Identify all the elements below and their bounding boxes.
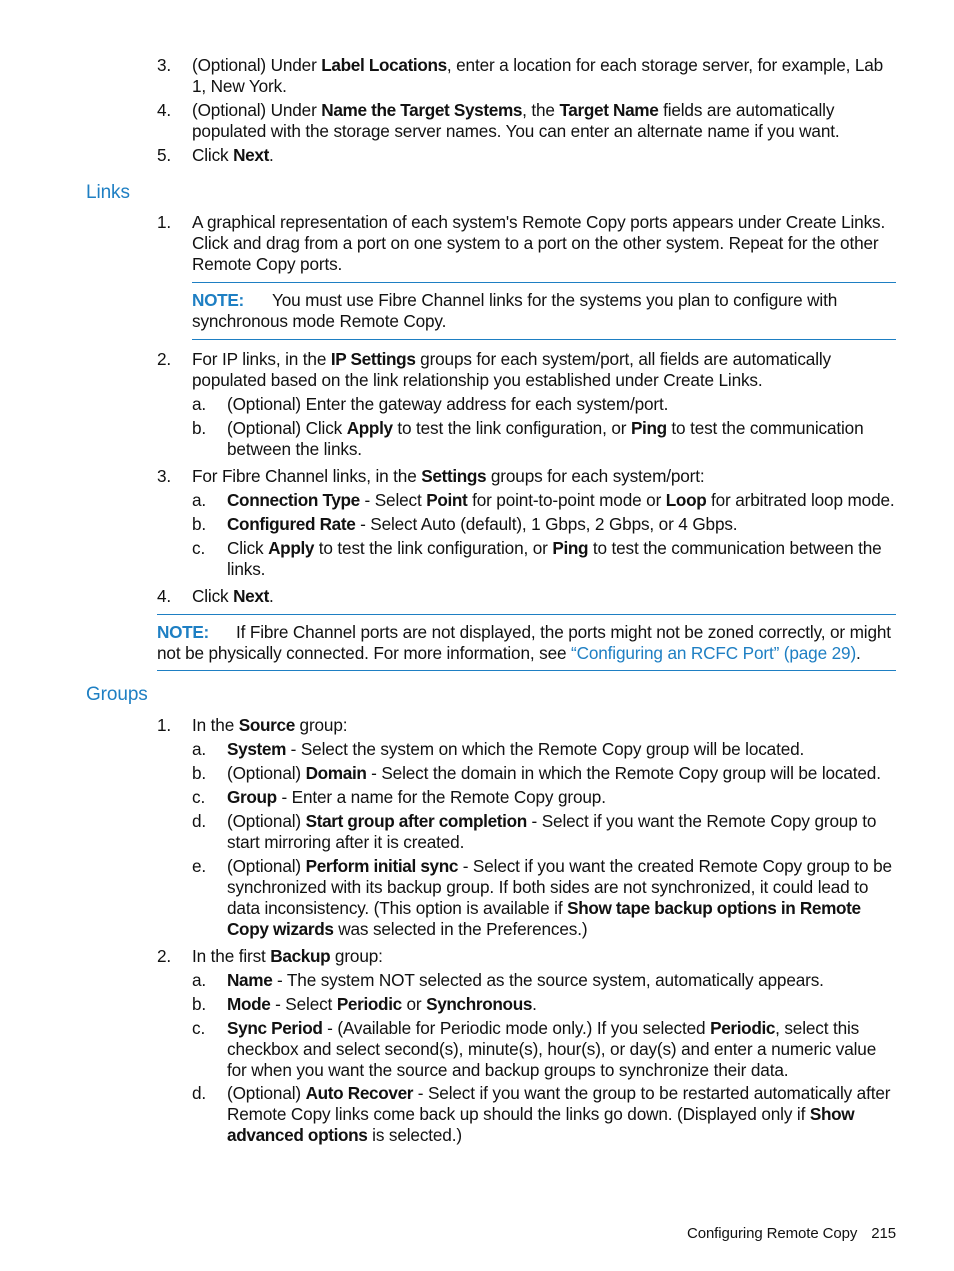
text-run: In the [192, 715, 239, 735]
bold-term: Apply [268, 538, 315, 558]
sub-step-letter: c. [192, 1018, 206, 1038]
sub-step-text [227, 490, 897, 511]
note-label: NOTE: [192, 290, 244, 310]
text-run: for point-to-point mode or [467, 490, 666, 510]
text-run: For IP links, in the [192, 349, 331, 369]
note-label: NOTE: [157, 622, 209, 642]
text-run: - Select if you want the Remote Copy group to start mirroring after it is created. [227, 811, 877, 852]
bold-term: Loop [665, 490, 707, 510]
text-run: was selected in the Preferences.) [333, 919, 588, 939]
sub-step-letter: b. [192, 514, 207, 534]
bold-term: Periodic [336, 994, 402, 1014]
bold-term: Start group after completion [305, 811, 527, 831]
bold-term: Periodic [710, 1018, 776, 1038]
bold-term: Point [426, 490, 468, 510]
bold-term: Source [238, 715, 295, 735]
step-number: 1. [157, 715, 172, 735]
text-run: (Optional) [227, 811, 306, 831]
sub-step-letter: a. [192, 739, 207, 759]
section-heading-groups: Groups [86, 684, 148, 705]
sub-step-letter: d. [192, 811, 207, 831]
sub-step-letter: a. [192, 970, 207, 990]
note-rule-top [157, 614, 896, 615]
sub-step-letter: a. [192, 490, 207, 510]
text-run: - The system NOT selected as the source system, automatically appears. [272, 970, 824, 990]
cross-reference-link[interactable]: “Configuring an RCFC Port” (page 29) [571, 643, 857, 663]
bold-term: Name the Target Systems [321, 100, 523, 120]
text-run: Click [192, 145, 234, 165]
sub-step-text [227, 394, 897, 415]
text-run: (Optional) Under [192, 55, 322, 75]
sub-step-letter: b. [192, 994, 207, 1014]
footer-chapter-title: Configuring Remote Copy [686, 1225, 858, 1242]
bold-term: Backup [270, 946, 331, 966]
bold-term: IP Settings [330, 349, 416, 369]
text-run: - Select Auto (default), 1 Gbps, 2 Gbps, or 4 Gbps. [355, 514, 738, 534]
bold-term: Sync Period [227, 1018, 323, 1038]
bold-term: Next [233, 586, 269, 606]
sub-step-text [227, 418, 897, 460]
text-run: for arbitrated loop mode. [706, 490, 895, 510]
text-run: - Select if you want the created Remote Copy group to be synchronized with its backup group. If both sides are not synchronized, it could lead to data inconsistency. (This option is available if [227, 856, 892, 918]
text-run: to test the communication between the links. [227, 418, 864, 459]
text-run: , enter a location for each storage server, for example, Lab 1, New York. [192, 55, 884, 96]
bold-term: Ping [552, 538, 589, 558]
step-number: 4. [157, 586, 172, 606]
text-run: For Fibre Channel links, in the [192, 466, 422, 486]
bold-term: Ping [630, 418, 667, 438]
text-run: A graphical representation of each system's Remote Copy ports appears under Create Links. Click and drag from a port on one system to a port on the other system. Repeat for the other Remote Copy ports. [192, 212, 886, 274]
sub-step-letter: b. [192, 763, 207, 783]
step-text [192, 100, 897, 142]
bold-term: Apply [346, 418, 393, 438]
sub-step-letter: e. [192, 856, 207, 876]
text-run: Click [227, 538, 269, 558]
text-run: - Select if you want the group to be restarted automatically after Remote Copy links come back up should the links go down. (Displayed only if [227, 1083, 891, 1124]
text-run: fields are automatically populated with the storage server names. You can enter an alternate name if you want. [192, 100, 840, 141]
text-run: (Optional) Under [192, 100, 322, 120]
step-text [192, 586, 897, 607]
text-run: groups for each system/port, all fields are automatically populated based on the link relationship you established under Create Links. [192, 349, 831, 390]
bold-term: Configured Rate [227, 514, 356, 534]
note-text-end: . [856, 643, 861, 663]
bold-term: Synchronous [426, 994, 533, 1014]
step-text [192, 145, 897, 166]
text-run: . [268, 586, 274, 606]
sub-step-letter: b. [192, 418, 207, 438]
step-text [192, 212, 897, 275]
bold-term: Domain [305, 763, 367, 783]
page-number: 215 [871, 1225, 896, 1242]
sub-step-text [227, 856, 897, 940]
step-number: 3. [157, 55, 172, 75]
text-run: (Optional) Click [227, 418, 347, 438]
bold-term: Next [233, 145, 269, 165]
sub-step-text [227, 1083, 897, 1146]
sub-step-letter: c. [192, 538, 206, 558]
step-text [192, 466, 897, 487]
step-number: 1. [157, 212, 172, 232]
sub-step-letter: d. [192, 1083, 207, 1103]
note-box [157, 622, 897, 664]
bold-term: Connection Type [227, 490, 360, 510]
text-run: - Select [270, 994, 337, 1014]
text-run: groups for each system/port: [486, 466, 705, 486]
sub-step-text [227, 970, 897, 991]
text-run: , the [522, 100, 560, 120]
step-number: 2. [157, 349, 172, 369]
bold-term: Target Name [559, 100, 659, 120]
sub-step-text [227, 787, 897, 808]
text-run: is selected.) [367, 1125, 462, 1145]
bold-term: Name [227, 970, 273, 990]
sub-step-text [227, 994, 897, 1015]
note-box [192, 290, 896, 332]
step-text [192, 349, 897, 391]
text-run: (Optional) [227, 856, 306, 876]
text-run: - Select [359, 490, 427, 510]
page-footer [687, 1223, 896, 1244]
text-run: In the first [192, 946, 271, 966]
text-run: Click [192, 586, 234, 606]
sub-step-letter: a. [192, 394, 207, 414]
text-run: . [268, 145, 274, 165]
step-text [192, 715, 897, 736]
text-run: to test the link configuration, or [392, 418, 631, 438]
step-number: 4. [157, 100, 172, 120]
sub-step-text [227, 514, 897, 535]
note-rule-top [192, 282, 896, 283]
bold-term: System [227, 739, 287, 759]
text-run: or [401, 994, 427, 1014]
sub-step-text [227, 1018, 897, 1081]
sub-step-text [227, 538, 897, 580]
text-run: to test the communication between the links. [227, 538, 882, 579]
bold-term: Group [227, 787, 277, 807]
note-rule-bottom [157, 670, 896, 671]
bold-term: Show advanced options [227, 1104, 855, 1145]
text-run: group: [294, 715, 348, 735]
step-number: 3. [157, 466, 172, 486]
text-run: - Select the domain in which the Remote Copy group will be located. [366, 763, 881, 783]
note-rule-bottom [192, 339, 896, 340]
bold-term: Perform initial sync [305, 856, 459, 876]
sub-step-text [227, 763, 897, 784]
text-run: - (Available for Periodic mode only.) If you selected [322, 1018, 711, 1038]
text-run: to test the link configuration, or [314, 538, 553, 558]
step-text [192, 946, 897, 967]
text-run: (Optional) [227, 1083, 306, 1103]
section-heading-links: Links [86, 182, 130, 203]
text-run: . [532, 994, 537, 1014]
step-number: 2. [157, 946, 172, 966]
sub-step-letter: c. [192, 787, 206, 807]
bold-term: Label Locations [321, 55, 447, 75]
note-text: You must use Fibre Channel links for the systems you plan to configure with synchronous mode Remote Copy. [192, 290, 838, 331]
text-run: - Select the system on which the Remote Copy group will be located. [286, 739, 805, 759]
text-run: - Enter a name for the Remote Copy group. [276, 787, 606, 807]
bold-term: Mode [227, 994, 271, 1014]
note-text: If Fibre Channel ports are not displayed, the ports might not be zoned correctly, or might not be physically connected. For more information, see [157, 622, 891, 663]
bold-term: Settings [421, 466, 487, 486]
sub-step-text [227, 811, 897, 853]
text-run: (Optional) Enter the gateway address for each system/port. [227, 394, 669, 414]
text-run: , select this checkbox and select second(s), minute(s), hour(s), or day(s) and enter a numeric value for when you want the source and backup groups to synchronize their data. [227, 1018, 877, 1080]
bold-term: Show tape backup options in Remote Copy wizards [227, 898, 861, 939]
bold-term: Auto Recover [305, 1083, 414, 1103]
sub-step-text [227, 739, 897, 760]
text-run: (Optional) [227, 763, 306, 783]
step-number: 5. [157, 145, 172, 165]
text-run: group: [330, 946, 383, 966]
step-text [192, 55, 897, 97]
